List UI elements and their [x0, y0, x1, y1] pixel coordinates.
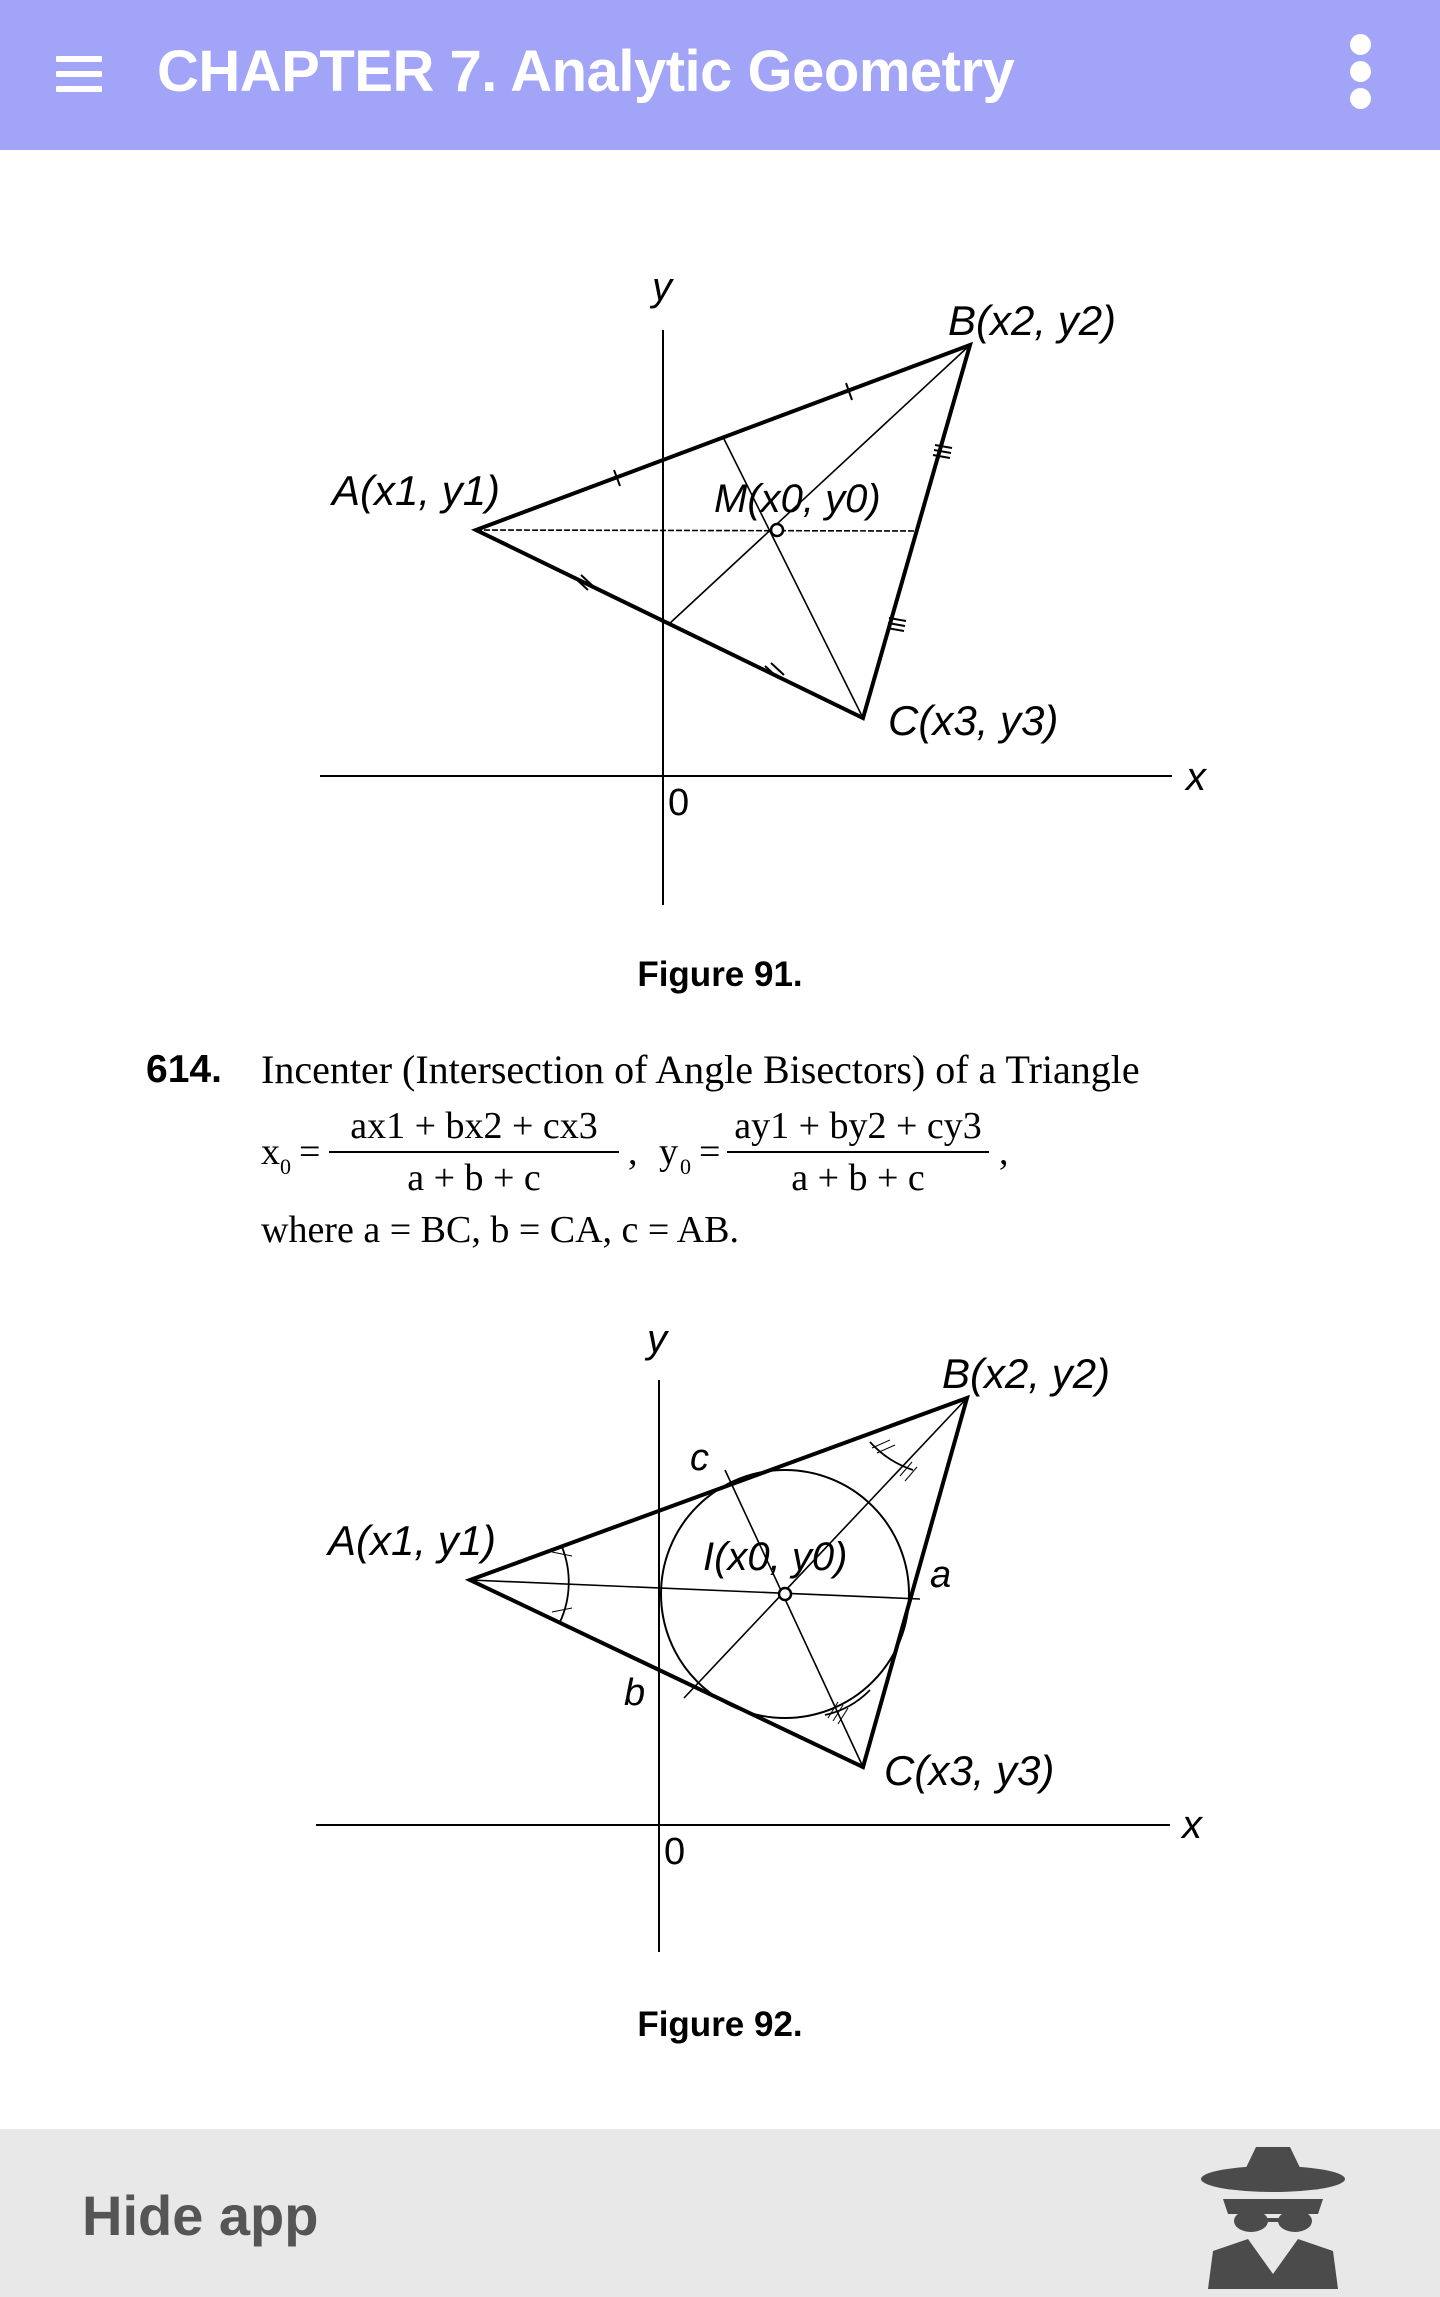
hamburger-menu-icon[interactable] — [56, 56, 102, 92]
figure92-point-b-label: B(x2, y2) — [942, 1350, 1111, 1397]
figure92-origin-label: 0 — [664, 1831, 686, 1873]
entry-title: Incenter (Intersection of Angle Bisectors) of a Triangle — [261, 1047, 1140, 1092]
svg-text:0: 0 — [280, 1154, 291, 1179]
figure92-y-label: y — [647, 1317, 667, 1361]
svg-text:=: = — [699, 1131, 721, 1173]
figure-91-diagram — [0, 260, 1440, 920]
x0-numerator: ax1 + bx2 + cx3 — [350, 1105, 598, 1147]
bisector-c — [725, 1470, 863, 1767]
y0-denominator: a + b + c — [791, 1157, 925, 1199]
hide-app-button[interactable]: Hide app — [82, 2184, 319, 2247]
figure-92-caption: Figure 92. — [637, 2005, 803, 2044]
app-bar — [0, 0, 1440, 150]
figure-92 — [0, 1310, 1440, 1970]
svg-text:=: = — [299, 1131, 321, 1173]
figure91-origin-label: 0 — [668, 782, 690, 824]
svg-text:,: , — [999, 1131, 1009, 1173]
page-title: CHAPTER 7. Analytic Geometry — [157, 39, 1015, 104]
figure91-point-c-label: C(x3, y3) — [888, 697, 1059, 744]
figure-91-caption: Figure 91. — [637, 955, 803, 994]
bottom-bar — [0, 2129, 1440, 2297]
median-a — [476, 530, 916, 531]
where-clause: where a = BC, b = CA, c = AB. — [261, 1209, 740, 1251]
figure92-point-a-label: A(x1, y1) — [328, 1517, 497, 1564]
svg-text:,: , — [628, 1131, 638, 1173]
figure92-side-c-label: c — [690, 1437, 709, 1479]
figure-91 — [0, 260, 1440, 920]
figure92-side-b-label: b — [624, 1672, 646, 1714]
entry-number: 614. — [146, 1048, 222, 1091]
figure92-side-a-label: a — [930, 1554, 952, 1596]
more-vertical-icon[interactable] — [1340, 34, 1380, 114]
centroid-point — [771, 524, 783, 536]
incenter-point — [779, 1588, 791, 1600]
svg-text:y: y — [659, 1131, 678, 1173]
svg-text:0: 0 — [680, 1154, 691, 1179]
figure91-y-label: y — [652, 265, 672, 309]
figure91-point-m-label: M(x0, y0) — [714, 477, 881, 521]
figure91-point-b-label: B(x2, y2) — [948, 297, 1117, 344]
spy-incognito-icon[interactable] — [1188, 2139, 1358, 2289]
incenter-formula — [261, 1100, 1041, 1200]
figure-92-diagram — [0, 1310, 1440, 1970]
figure92-x-label: x — [1182, 1803, 1202, 1847]
figure91-point-a-label: A(x1, y1) — [332, 467, 501, 514]
figure92-point-i-label: I(x0, y0) — [703, 1535, 848, 1579]
svg-text:x: x — [261, 1131, 280, 1173]
figure92-point-c-label: C(x3, y3) — [884, 1747, 1055, 1794]
x0-denominator: a + b + c — [407, 1157, 541, 1199]
figure91-x-label: x — [1186, 755, 1206, 799]
y0-numerator: ay1 + by2 + cy3 — [734, 1105, 982, 1147]
bisector-a — [470, 1580, 920, 1599]
